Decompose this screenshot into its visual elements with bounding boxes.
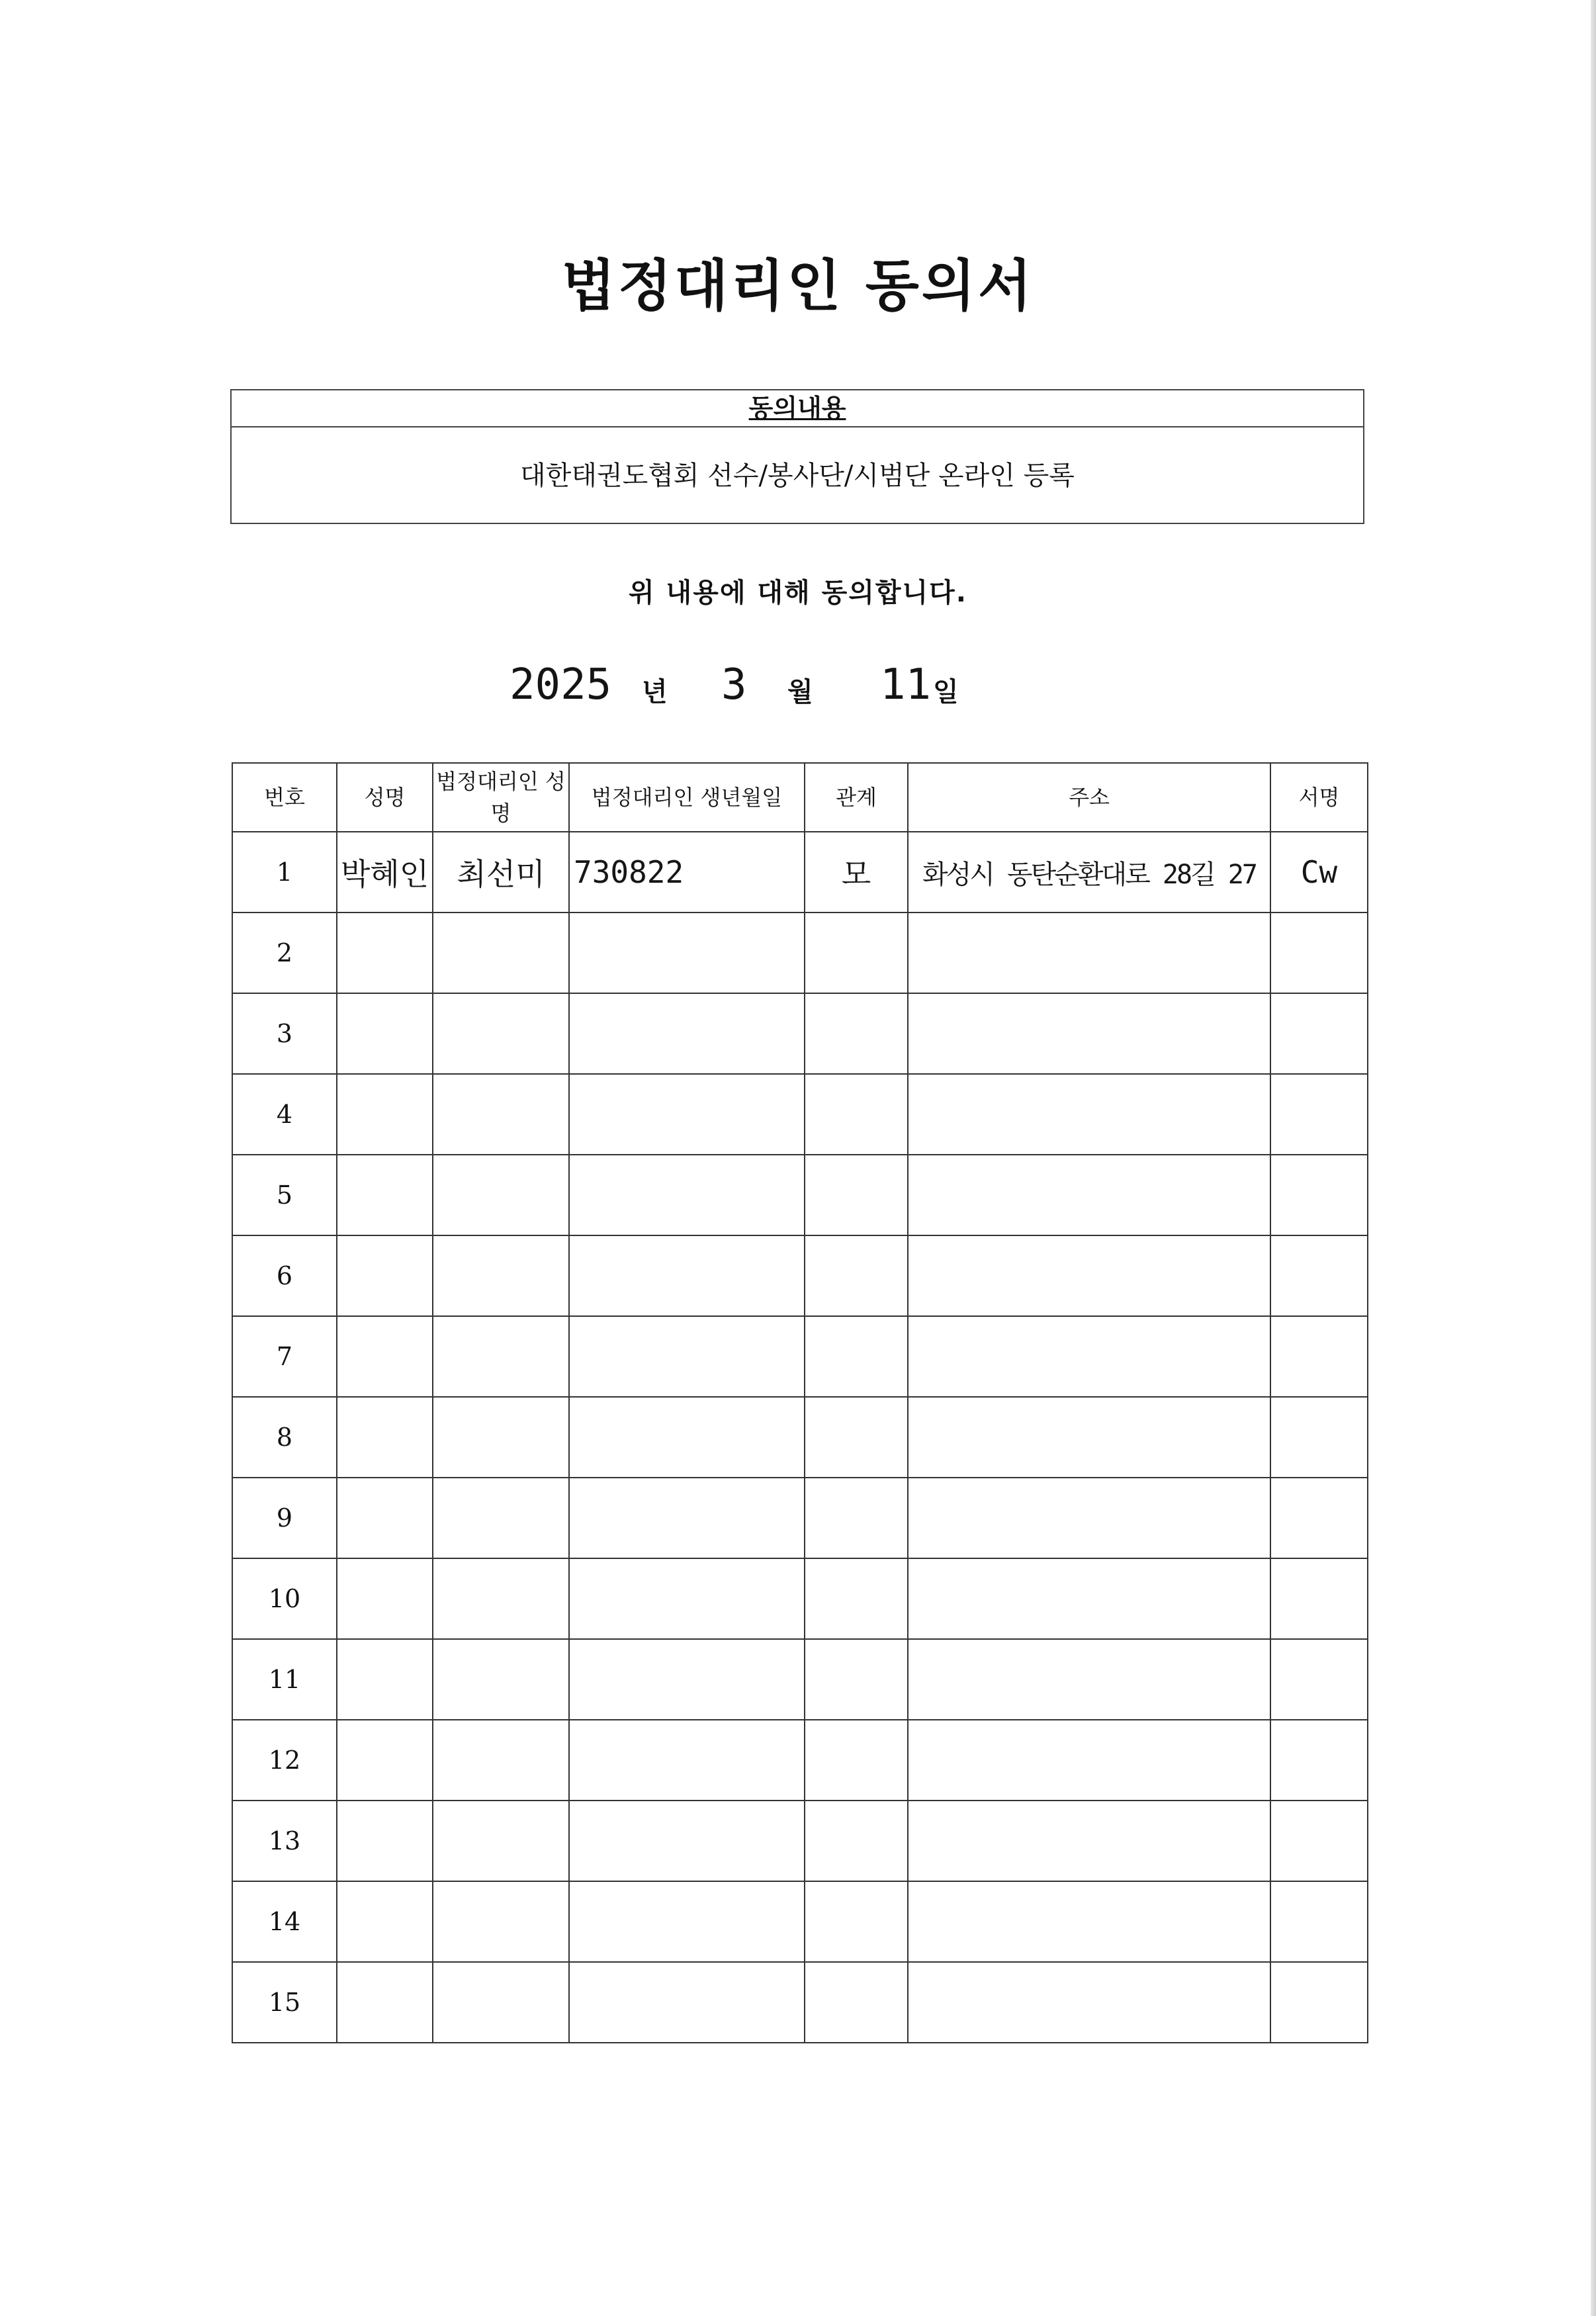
- guardian-name-cell: [433, 1639, 569, 1720]
- signature-cell: [1270, 913, 1368, 993]
- date-month-label: 월: [787, 677, 813, 707]
- signature-cell: [1270, 1235, 1368, 1316]
- relation-cell: [805, 913, 908, 993]
- table-row: [232, 1235, 1368, 1316]
- relation-cell: [805, 1881, 908, 1962]
- signature-cell: [1270, 1316, 1368, 1397]
- guardian-birth-cell: [569, 1478, 805, 1558]
- header-signature: 서명: [1270, 763, 1368, 832]
- guardian-birth-cell: [569, 1639, 805, 1720]
- name-cell: [337, 1720, 433, 1801]
- relation-cell: [805, 1801, 908, 1881]
- relation-cell: [805, 832, 908, 913]
- row-number-cell: 3: [232, 993, 337, 1074]
- row-number-cell: 9: [232, 1478, 337, 1558]
- date-month: 3: [721, 660, 747, 709]
- relation-cell: [805, 1316, 908, 1397]
- row-number-cell: 14: [232, 1881, 337, 1962]
- table-row: [232, 913, 1368, 993]
- address-cell: [908, 1962, 1270, 2043]
- address-cell: [908, 1720, 1270, 1801]
- name-cell: [337, 1962, 433, 2043]
- guardian-birth-cell: [569, 1720, 805, 1801]
- guardian-name-cell: [433, 1558, 569, 1639]
- table-row: [232, 1720, 1368, 1801]
- name-cell: [337, 1235, 433, 1316]
- relation-cell: [805, 1639, 908, 1720]
- handwritten-signature: Cw: [1300, 854, 1338, 890]
- signature-cell: [1270, 1155, 1368, 1235]
- table-row: [232, 993, 1368, 1074]
- name-cell: [337, 1558, 433, 1639]
- relation-cell: [805, 1478, 908, 1558]
- row-number-cell: 12: [232, 1720, 337, 1801]
- guardian-table: [232, 762, 1368, 2043]
- name-cell: [337, 1074, 433, 1155]
- row-number-cell: 5: [232, 1155, 337, 1235]
- guardian-name-cell: [433, 1801, 569, 1881]
- address-cell: [908, 1801, 1270, 1881]
- address-cell: [908, 1397, 1270, 1478]
- relation-cell: [805, 1720, 908, 1801]
- guardian-name-cell: [433, 832, 569, 913]
- table-header-row: [232, 763, 1368, 832]
- relation-cell: [805, 1074, 908, 1155]
- signature-cell: [1270, 1558, 1368, 1639]
- guardian-birth-cell: [569, 1962, 805, 2043]
- table-row: [232, 1478, 1368, 1558]
- guardian-birth-cell: [569, 1074, 805, 1155]
- guardian-birth-cell: [569, 1397, 805, 1478]
- table-row: [232, 1962, 1368, 2043]
- table-row: [232, 1397, 1368, 1478]
- table-row: [232, 1639, 1368, 1720]
- signature-cell: [1270, 832, 1368, 913]
- date-year-label: 년: [642, 677, 668, 707]
- row-number-cell: 1: [232, 832, 337, 913]
- relation-cell: [805, 1962, 908, 2043]
- page-edge-shadow: [1591, 0, 1596, 2316]
- row-number-cell: 7: [232, 1316, 337, 1397]
- header-number: 번호: [232, 763, 337, 832]
- name-cell: [337, 1155, 433, 1235]
- consent-box: [230, 389, 1364, 524]
- row-number-cell: 15: [232, 1962, 337, 2043]
- guardian-birth-cell: [569, 832, 805, 913]
- table-row: [232, 1558, 1368, 1639]
- header-relation: 관계: [805, 763, 908, 832]
- date-day-label: 일: [933, 677, 959, 707]
- address-cell: [908, 913, 1270, 993]
- consent-header: 동의내용: [232, 390, 1363, 427]
- row-number-cell: 11: [232, 1639, 337, 1720]
- guardian-birth-cell: [569, 1316, 805, 1397]
- name-cell: [337, 1801, 433, 1881]
- header-guardian-name: 법정대리인 성명: [433, 763, 569, 832]
- guardian-name-cell: [433, 1155, 569, 1235]
- guardian-name-cell: [433, 1316, 569, 1397]
- table-body: [232, 832, 1368, 2043]
- header-guardian-birth: 법정대리인 생년월일: [569, 763, 805, 832]
- handwritten-guardian-name: 최선미: [457, 856, 545, 892]
- table-row: [232, 1155, 1368, 1235]
- address-cell: [908, 1558, 1270, 1639]
- signature-cell: [1270, 1074, 1368, 1155]
- guardian-birth-cell: [569, 1558, 805, 1639]
- signature-cell: [1270, 1962, 1368, 2043]
- address-cell: [908, 832, 1270, 913]
- name-cell: [337, 1881, 433, 1962]
- signature-cell: [1270, 1639, 1368, 1720]
- row-number-cell: 8: [232, 1397, 337, 1478]
- table-row: [232, 1316, 1368, 1397]
- date-day: 11: [880, 660, 932, 709]
- address-cell: [908, 1639, 1270, 1720]
- name-cell: [337, 1316, 433, 1397]
- handwritten-address: 화성시 동탄순환대로 28길 27: [922, 859, 1256, 890]
- header-address: 주소: [908, 763, 1270, 832]
- signature-cell: [1270, 1720, 1368, 1801]
- address-cell: [908, 1478, 1270, 1558]
- row-number-cell: 13: [232, 1801, 337, 1881]
- guardian-birth-cell: [569, 1881, 805, 1962]
- handwritten-relation: 모: [841, 856, 871, 892]
- signature-cell: [1270, 1801, 1368, 1881]
- date-year: 2025: [510, 660, 612, 709]
- relation-cell: [805, 993, 908, 1074]
- guardian-name-cell: [433, 913, 569, 993]
- table-row: [232, 1801, 1368, 1881]
- signature-cell: [1270, 993, 1368, 1074]
- row-number-cell: 6: [232, 1235, 337, 1316]
- relation-cell: [805, 1155, 908, 1235]
- guardian-birth-cell: [569, 913, 805, 993]
- address-cell: [908, 1881, 1270, 1962]
- signature-cell: [1270, 1397, 1368, 1478]
- guardian-name-cell: [433, 993, 569, 1074]
- guardian-name-cell: [433, 1881, 569, 1962]
- guardian-birth-cell: [569, 1235, 805, 1316]
- consent-text: 대한태권도협회 선수/봉사단/시범단 온라인 등록: [520, 461, 1075, 491]
- relation-cell: [805, 1235, 908, 1316]
- address-cell: [908, 1155, 1270, 1235]
- guardian-birth-cell: [569, 1155, 805, 1235]
- guardian-name-cell: [433, 1235, 569, 1316]
- table-row: [232, 832, 1368, 913]
- row-number-cell: 4: [232, 1074, 337, 1155]
- name-cell: [337, 913, 433, 993]
- name-cell: [337, 1639, 433, 1720]
- guardian-birth-cell: [569, 993, 805, 1074]
- table-row: [232, 1881, 1368, 1962]
- signature-cell: [1270, 1478, 1368, 1558]
- table-row: [232, 1074, 1368, 1155]
- name-cell: [337, 993, 433, 1074]
- address-cell: [908, 1235, 1270, 1316]
- guardian-birth-cell: [569, 1801, 805, 1881]
- agreement-statement: 위 내용에 대해 동의합니다.: [628, 578, 967, 608]
- signature-cell: [1270, 1881, 1368, 1962]
- name-cell: [337, 1397, 433, 1478]
- guardian-name-cell: [433, 1720, 569, 1801]
- document-title: 법정대리인 동의서: [561, 253, 1035, 318]
- row-number-cell: 10: [232, 1558, 337, 1639]
- guardian-name-cell: [433, 1962, 569, 2043]
- row-number-cell: 2: [232, 913, 337, 993]
- guardian-name-cell: [433, 1397, 569, 1478]
- relation-cell: [805, 1397, 908, 1478]
- guardian-name-cell: [433, 1074, 569, 1155]
- name-cell: [337, 1478, 433, 1558]
- relation-cell: [805, 1558, 908, 1639]
- name-cell: [337, 832, 433, 913]
- header-name: 성명: [337, 763, 433, 832]
- guardian-name-cell: [433, 1478, 569, 1558]
- address-cell: [908, 993, 1270, 1074]
- address-cell: [908, 1316, 1270, 1397]
- handwritten-guardian-birth: 730822: [574, 854, 684, 890]
- handwritten-name: 박혜인: [340, 856, 429, 892]
- address-cell: [908, 1074, 1270, 1155]
